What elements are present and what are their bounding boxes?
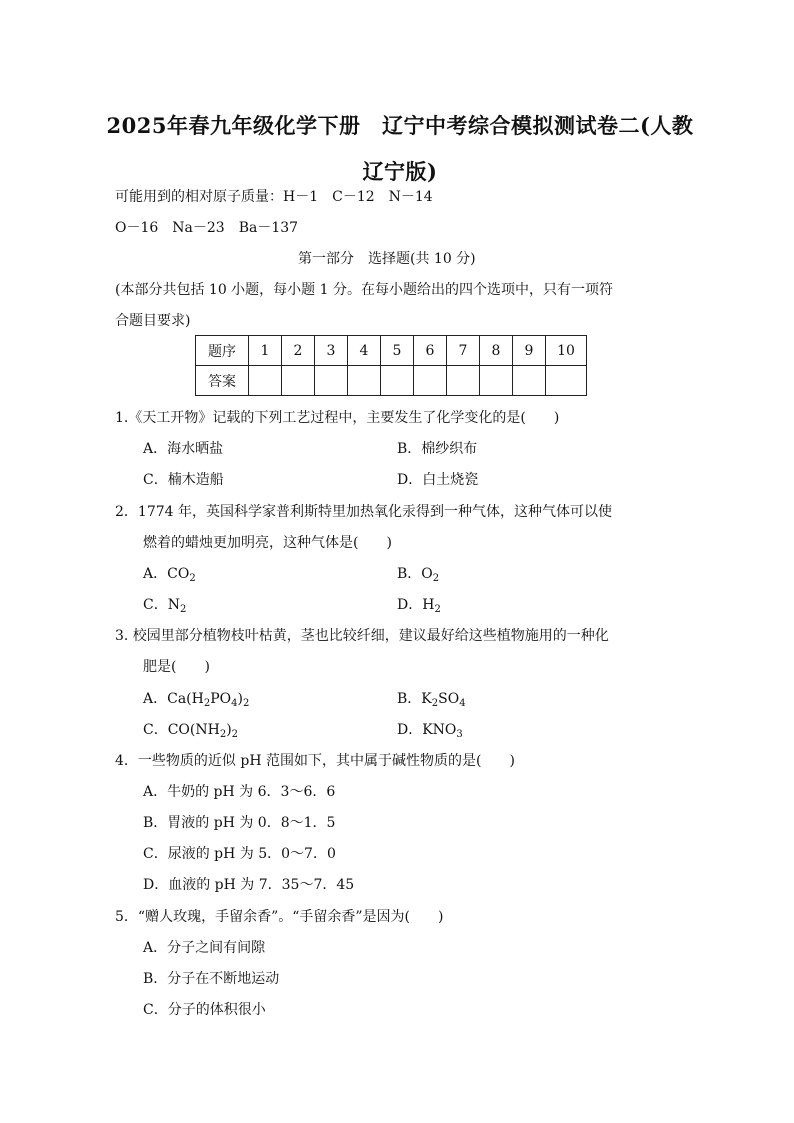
option-text: A．CO bbox=[143, 566, 190, 582]
question-1-stem: 1.《天工开物》记载的下列工艺过程中，主要发生了化学变化的是( ) bbox=[115, 410, 560, 426]
answer-table-label-number: 题序 bbox=[196, 336, 249, 366]
question-3-stem-line-2: 肥是( ) bbox=[143, 659, 210, 675]
question-4-option-c[interactable]: C．尿液的 pH 为 5．0～7．0 bbox=[143, 846, 336, 862]
question-1-option-c[interactable]: C．楠木造船 bbox=[143, 472, 224, 488]
answer-table-number: 5 bbox=[381, 336, 414, 366]
answer-table-number: 6 bbox=[414, 336, 447, 366]
subscript: 2 bbox=[432, 573, 440, 584]
question-3-option-d[interactable] bbox=[397, 719, 463, 740]
option-text: C．CO(NH bbox=[143, 722, 220, 738]
page-title: 2025年春九年级化学下册 辽宁中考综合模拟测试卷二(人教辽宁版) bbox=[106, 113, 694, 184]
question-3-option-a[interactable] bbox=[143, 688, 249, 709]
subscript: 2 bbox=[431, 698, 439, 709]
answer-table-number: 2 bbox=[282, 336, 315, 366]
answer-table-number: 3 bbox=[315, 336, 348, 366]
option-text: B．O bbox=[397, 566, 433, 582]
answer-table-number: 9 bbox=[513, 336, 546, 366]
option-text: D．KNO bbox=[397, 722, 457, 738]
answer-cell[interactable] bbox=[282, 366, 315, 396]
subscript: 4 bbox=[231, 698, 238, 709]
question-2-option-a[interactable] bbox=[143, 563, 196, 584]
option-text: ) bbox=[226, 722, 232, 738]
question-1-option-a[interactable]: A．海水晒盐 bbox=[143, 441, 224, 457]
answer-table-header-row bbox=[196, 336, 587, 366]
answer-cell[interactable] bbox=[381, 366, 414, 396]
answer-cell[interactable] bbox=[546, 366, 587, 396]
question-3-option-c[interactable] bbox=[143, 719, 238, 740]
question-2-option-d[interactable] bbox=[397, 594, 441, 615]
answer-cell[interactable] bbox=[513, 366, 546, 396]
question-3-stem-line-1: 3. 校园里部分植物枝叶枯黄，茎也比较纤细，建议最好给这些植物施用的一种化 bbox=[115, 628, 609, 644]
question-2-stem-line-1: 2．1774 年，英国科学家普利斯特里加热氧化汞得到一种气体，这种气体可以使 bbox=[115, 504, 612, 520]
question-4-option-d[interactable]: D．血液的 pH 为 7．35～7．45 bbox=[143, 877, 355, 893]
subscript: 2 bbox=[242, 698, 250, 709]
question-1-option-d[interactable]: D．白土烧瓷 bbox=[397, 472, 479, 488]
question-2-option-c[interactable] bbox=[143, 594, 186, 615]
answer-table-number: 8 bbox=[480, 336, 513, 366]
option-text: PO bbox=[210, 691, 232, 707]
answer-table-number: 4 bbox=[348, 336, 381, 366]
question-2-option-b[interactable] bbox=[397, 563, 439, 584]
section-heading: 第一部分 选择题(共 10 分) bbox=[298, 251, 476, 267]
answer-cell[interactable] bbox=[414, 366, 447, 396]
atomic-mass-line-1: 可能用到的相对原子质量：H－1 C－12 N－14 bbox=[115, 189, 433, 205]
question-5-option-a[interactable]: A．分子之间有间隙 bbox=[143, 940, 266, 956]
option-text: C．N bbox=[143, 597, 180, 613]
question-5-option-b[interactable]: B．分子在不断地运动 bbox=[143, 971, 280, 987]
question-5-option-c[interactable]: C．分子的体积很小 bbox=[143, 1002, 266, 1018]
answer-table bbox=[195, 335, 587, 396]
question-5-stem: 5．“赠人玫瑰，手留余香”。“手留余香”是因为( ) bbox=[115, 909, 444, 925]
answer-table-label-answer: 答案 bbox=[196, 366, 249, 396]
answer-table-number: 1 bbox=[249, 336, 282, 366]
question-2-stem-line-2: 燃着的蜡烛更加明亮，这种气体是( ) bbox=[143, 535, 392, 551]
atomic-mass-line-2: O－16 Na－23 Ba－137 bbox=[115, 220, 299, 236]
option-text: A．Ca(H bbox=[143, 691, 204, 707]
answer-cell[interactable] bbox=[249, 366, 282, 396]
subscript: 2 bbox=[219, 729, 227, 740]
option-text: B．K bbox=[397, 691, 432, 707]
answer-cell[interactable] bbox=[480, 366, 513, 396]
subscript: 4 bbox=[459, 698, 466, 709]
subscript: 2 bbox=[203, 698, 211, 709]
answer-cell[interactable] bbox=[348, 366, 381, 396]
section-note-line-1: (本部分共包括 10 小题，每小题 1 分。在每小题给出的四个选项中，只有一项符 bbox=[115, 282, 613, 298]
section-note-line-2: 合题目要求) bbox=[115, 313, 191, 329]
answer-table-number: 7 bbox=[447, 336, 480, 366]
option-text: D．H bbox=[397, 597, 435, 613]
answer-table-answer-row bbox=[196, 366, 587, 396]
subscript: 3 bbox=[456, 729, 463, 740]
question-1-option-b[interactable]: B．棉纱织布 bbox=[397, 441, 478, 457]
answer-cell[interactable] bbox=[315, 366, 348, 396]
question-4-option-a[interactable]: A．牛奶的 pH 为 6．3～6．6 bbox=[143, 784, 336, 800]
subscript: 2 bbox=[231, 729, 239, 740]
answer-cell[interactable] bbox=[447, 366, 480, 396]
subscript: 2 bbox=[179, 604, 187, 615]
question-3-option-b[interactable] bbox=[397, 688, 466, 709]
subscript: 2 bbox=[189, 573, 196, 584]
subscript: 2 bbox=[434, 604, 441, 615]
answer-table-number: 10 bbox=[546, 336, 587, 366]
option-text: ) bbox=[237, 691, 243, 707]
question-4-stem: 4．一些物质的近似 pH 范围如下，其中属于碱性物质的是( ) bbox=[115, 753, 515, 769]
option-text: SO bbox=[438, 691, 460, 707]
question-4-option-b[interactable]: B．胃液的 pH 为 0．8～1．5 bbox=[143, 815, 336, 831]
